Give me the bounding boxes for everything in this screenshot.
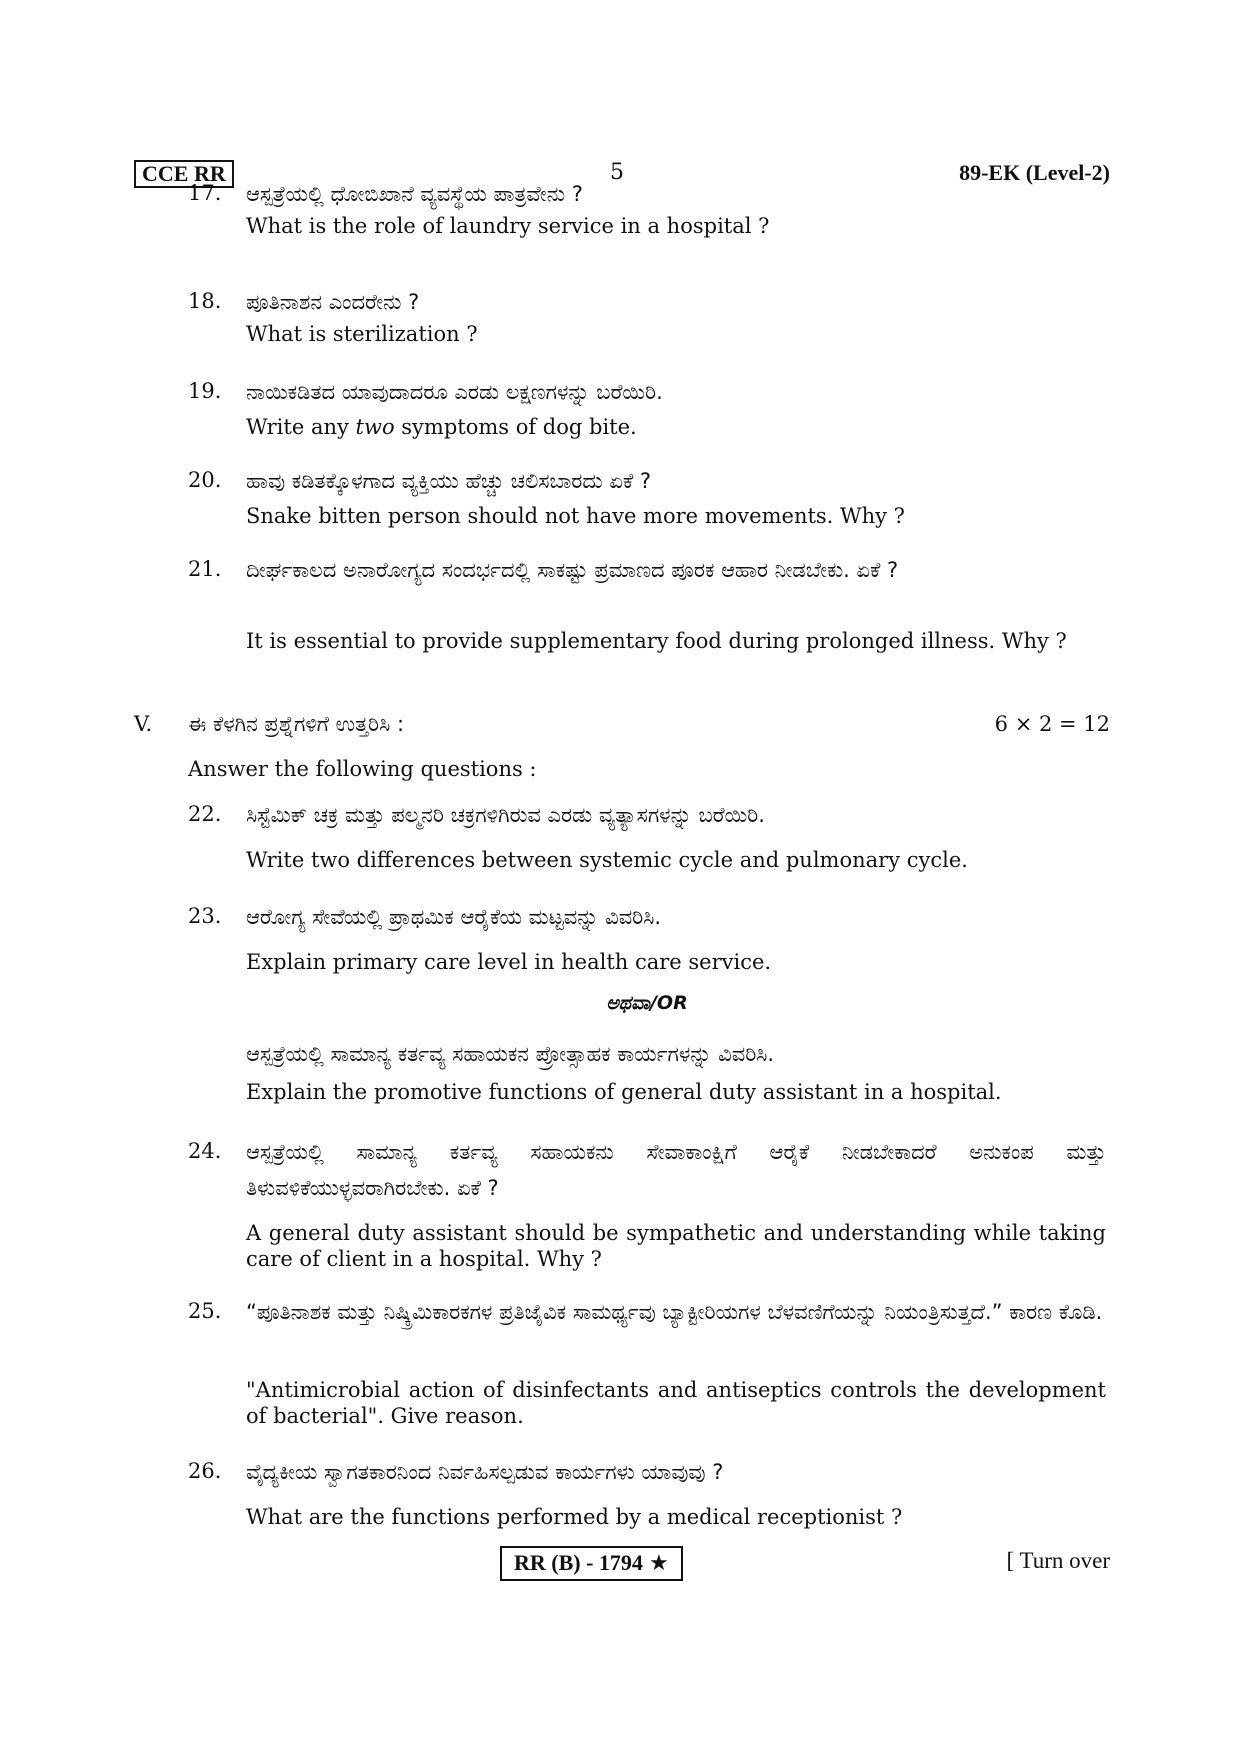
english-text: Write any [246, 415, 356, 439]
star-icon: ★ [648, 1551, 669, 1576]
question-number: 25. [188, 1299, 222, 1323]
question-english: A general duty assistant should be sympathetic and understanding while taking care of client in a hospital. Why ? [246, 1221, 1106, 1271]
question-kannada: ಪೂತಿನಾಶನ ಎಂದರೇನು ? [246, 290, 420, 314]
question-number: 17. [188, 181, 222, 205]
section-marks: 6 × 2 = 12 [994, 712, 1110, 736]
question-kannada: ದೀರ್ಘಕಾಲದ ಅನಾರೋಗ್ಯದ ಸಂದರ್ಭದಲ್ಲಿ ಸಾಕಷ್ಟು ಪ್ರಮಾಣದ ಪೂರಕ ಆಹಾರ ನೀಡಬೇಕು. ಏಕೆ ? [246, 558, 899, 582]
question-kannada: ಹಾವು ಕಡಿತಕ್ಕೊಳಗಾದ ವ್ಯಕ್ತಿಯು ಹೆಚ್ಚು ಚಲಿಸಬಾರದು ಏಕೆ ? [246, 469, 651, 493]
question-kannada: ಆರೋಗ್ಯ ಸೇವೆಯಲ್ಲಿ ಪ್ರಾಥಮಿಕ ಆರೈಕೆಯ ಮಟ್ಟವನ್ನು ವಿವರಿಸಿ. [246, 905, 662, 929]
question-kannada: ಆಸ್ಪತ್ರೆಯಲ್ಲಿ ಸಾಮಾನ್ಯ ಕರ್ತವ್ಯ ಸಹಾಯಕನು ಸೇವಾಕಾಂಕ್ಷಿಗೆ ಆರೈಕೆ ನೀಡಬೇಕಾದರೆ ಅನುಕಂಪ ಮತ್ತು ತಿಳುವಳಿಕೆಯುಳ್ಳವರಾಗಿರಬೇಕು. ಏಕೆ ? [246, 1140, 1106, 1200]
page-number: 5 [610, 160, 624, 185]
question-kannada: ಆಸ್ಪತ್ರೆಯಲ್ಲಿ ಧೋಬಿಖಾನೆ ವ್ಯವಸ್ಥೆಯ ಪಾತ್ರವೇನು ? [246, 182, 583, 206]
english-emphasis: two [355, 415, 395, 439]
question-kannada: “ಪೂತಿನಾಶಕ ಮತ್ತು ನಿಷ್ಕ್ರಿಮಿಕಾರಕಗಳ ಪ್ರತಿಜೈವಿಕ ಸಾಮರ್ಥ್ಯವು ಬ್ಯಾಕ್ಟೀರಿಯಗಳ ಬೆಳವಣಿಗೆಯನ್ನು ನಿಯಂತ್ರಿಸುತ್ತದೆ.” ಕಾರಣ ಕೊಡಿ. [246, 1300, 1103, 1324]
question-number: 21. [188, 557, 222, 581]
question-english: Snake bitten person should not have more movements. Why ? [246, 504, 905, 528]
question-kannada: ಸಿಸ್ಟೆಮಿಕ್ ಚಕ್ರ ಮತ್ತು ಪಲ್ಮನರಿ ಚಕ್ರಗಳಿಗಿರುವ ಎರಡು ವ್ಯತ್ಯಾಸಗಳನ್ನು ಬರೆಯಿರಿ. [246, 803, 765, 827]
section-roman-numeral: V. [134, 712, 153, 736]
question-english: Explain the promotive functions of general duty assistant in a hospital. [246, 1080, 1002, 1104]
section-v-heading [134, 709, 1110, 739]
turn-over-label: [ Turn over [1006, 1548, 1110, 1573]
english-text: symptoms of dog bite. [394, 415, 637, 439]
section-instruction-kannada: ಈ ಕೆಳಗಿನ ಪ್ರಶ್ನೆಗಳಿಗೆ ಉತ್ತರಿಸಿ : [188, 712, 405, 736]
header-code-box: CCE RR [134, 160, 234, 188]
question-number: 20. [188, 468, 222, 492]
question-english: It is essential to provide supplementary food during prolonged illness. Why ? [246, 629, 1067, 653]
question-english: Explain primary care level in health care service. [246, 950, 772, 974]
question-english: What is sterilization ? [246, 322, 478, 346]
paper-code: 89-EK (Level-2) [959, 160, 1110, 185]
footer-code: RR (B) - 1794 [514, 1550, 643, 1575]
question-english: "Antimicrobial action of disinfectants and antiseptics controls the development of bacterial". Give reason. [246, 1378, 1106, 1428]
or-separator: ಅಥವಾ/OR [606, 992, 688, 1014]
question-kannada: ನಾಯಿಕಡಿತದ ಯಾವುದಾದರೂ ಎರಡು ಲಕ್ಷಣಗಳನ್ನು ಬರೆಯಿರಿ. [246, 380, 663, 404]
question-english: What are the functions performed by a medical receptionist ? [246, 1505, 903, 1529]
question-number: 24. [188, 1139, 222, 1163]
question-number: 26. [188, 1459, 222, 1483]
question-number: 19. [188, 379, 222, 403]
question-english [246, 414, 1106, 440]
question-number: 23. [188, 904, 222, 928]
question-number: 22. [188, 802, 222, 826]
question-number: 18. [188, 289, 222, 313]
question-kannada: ಆಸ್ಪತ್ರೆಯಲ್ಲಿ ಸಾಮಾನ್ಯ ಕರ್ತವ್ಯ ಸಹಾಯಕನ ಪ್ರೋತ್ಸಾಹಕ ಕಾರ್ಯಗಳನ್ನು ವಿವರಿಸಿ. [246, 1042, 775, 1066]
question-english: Write two differences between systemic cycle and pulmonary cycle. [246, 848, 968, 872]
footer-code-box [500, 1546, 683, 1581]
question-english: What is the role of laundry service in a hospital ? [246, 214, 770, 238]
question-kannada: ವೈದ್ಯಕೀಯ ಸ್ವಾಗತಕಾರನಿಂದ ನಿರ್ವಹಿಸಲ್ಪಡುವ ಕಾರ್ಯಗಳು ಯಾವುವು ? [246, 1460, 724, 1484]
section-instruction-english: Answer the following questions : [188, 757, 537, 781]
